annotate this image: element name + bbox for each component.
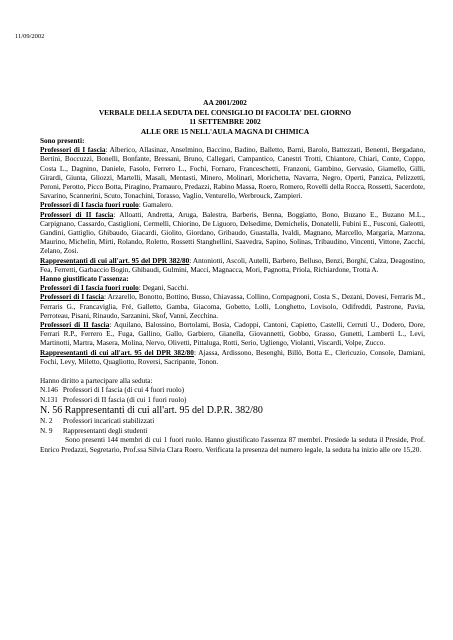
group-label: Rappresentanti di cui all'art. 95 del DPR 382/80	[40, 256, 190, 265]
document-date: 11/09/2002	[15, 33, 45, 40]
stat-number: N. 56	[40, 405, 63, 417]
stat-row	[40, 405, 425, 417]
justified-group: Professori di I fascia fuori ruolo: Degani, Sacchi.	[40, 284, 189, 293]
stat-row	[40, 427, 425, 436]
group-names: Alloatti, Andretta, Aruga, Balestra, Barberis, Benna, Boggiatto, Bono, Buzano E., Buzano M.L., Carpignano, Cassardo, Castiglioni, Cermelli, Chiorino, De Liguoro, Delsedime, Demichelis, Donatelli, Fubini E., Fusconi, Galeotti, Gandini, Gattiglio, Ghibaudo, Giacardi, Giolito, Giordano, Gribaudo, Guastalla, Ivaldi, Magnano, Marcello, Margaria, Marzona, Maurino, Michelin, Mirti, Rolando, Roletto, Rossetti Stanghellini, Saavedra, Sapino, Solinas, Tribaudino, Vincenti, Vittone, Zacchi, Zelano, Zosi.	[40, 210, 425, 256]
present-group: Professori di II fascia: Alloatti, Andretta, Aruga, Balestra, Barberis, Benna, Boggiatto, Bono, Buzano E., Buzano M.L., Carpignano, Cassardo, Castiglioni, Cermelli, Chiorino, De Liguoro, Delsedime, Demichelis, Donatelli, Fubini E., Fusconi, Galeotti, Gandini, Gattiglio, Ghibaudo, Giacardi, Giolito, Giordano, Gribaudo, Guastalla, Ivaldi, Magnano, Marcello, Margaria, Marzona, Maurino, Michelin, Mirti, Rolando, Roletto, Rossetti Stanghellini, Saavedra, Sapino, Solinas, Tribaudino, Vincenti, Vittone, Zacchi, Zelano, Zosi.	[40, 210, 425, 256]
group-label: Professori di I fascia fuori ruolo	[40, 284, 139, 293]
group-names: Antoniotti, Ascoli, Autelli, Barbero, Belluso, Benzi, Borghi, Calza, Deagostino, Fea, Ferretti, Garbaccio Bogin, Ghibaudi, Gulmini, Macci, Magnacca, Mori, Pagnotta, Priola, Richiardone, Trotta A.	[40, 256, 425, 274]
document-body	[40, 137, 425, 455]
meeting-date: 11 SETTEMBRE 2002	[189, 117, 261, 126]
group-label: Professori di II fascia	[40, 210, 114, 219]
stat-row	[40, 386, 425, 395]
stat-number: N. 9	[40, 426, 53, 435]
group-label: Professori di II fascia	[40, 321, 110, 330]
present-group: Professori di I fascia: Alberico, Allasinaz, Anselmino, Baccino, Badino, Balletto, Barni, Barolo, Battezzati, Benenti, Bergadano, Bertini, Boccuzzi, Bonelli, Bonfante, Bressani, Bruno, Callegari, Campantico, Canestri Trotti, Chiantore, Chiari, Conte, Coppo, Costa L., Dagnino, Daniele, Fasolo, Ferrero L., Fochi, Fornaro, Franceschetti, Franzoni, Gambino, Gervasio, Giamello, Gilli, Girardi, Giunta, Gliozzi, Martelli, Masali, Mentasti, Minero, Molinari, Morichetta, Navarra, Negro, Operti, Panzica, Pelizzetti, Peroni, Perotto, Picco Botta, Piragino, Pramauro, Predazzi, Rabino Massa, Roero, Romero, Rovelli della Rocca, Rossetti, Sacerdote, Savarino, Scannerini, Scuto, Tonachini, Torasso, Vaglio, Venturello, Werbrouck, Zampieri.	[40, 146, 426, 201]
stat-row	[40, 417, 425, 426]
closing-paragraph: Sono presenti 144 membri di cui 1 fuori ruolo. Hanno giustificato l'assenza 87 membri. Presiede la seduta il Preside, Prof. Enrico Predazzi, Segretario, Prof.ssa Silvia Clara Roero. Verificata la presenza del numero legale, la seduta ha inizio alle ore 15,20.	[40, 435, 425, 454]
present-group: Professori di I fascia fuori ruolo: Gamalero.	[40, 201, 173, 210]
meeting-place: ALLE ORE 15 NELL'AULA MAGNA DI CHIMICA	[140, 126, 310, 136]
group-names: Degani, Sacchi.	[142, 284, 189, 293]
justified-group: Professori di II fascia: Aquilano, Balossino, Bortolami, Bosia, Cadoppi, Cantoni, Capietto, Castelli, Cerruti U., Dodero, Dore, Ferrari R.P., Ferrero E., Fuga, Gallino, Gallo, Garbiero, Gianella, Giovannetti, Gobbo, Grasso, Gunetti, Lamberti L., Levi, Martinotti, Martra, Masera, Molina, Nervo, Olivetti, Pittaluga, Rotti, Serio, Ugliengo, Violanti, Viscardi, Volpe, Zucco.	[40, 321, 425, 348]
stat-row	[40, 396, 425, 405]
group-label: Professori di I fascia	[40, 146, 106, 155]
stat-number: N.146	[40, 386, 58, 395]
stat-text: Rappresentanti degli studenti	[62, 426, 148, 435]
group-names: Gamalero.	[142, 201, 173, 210]
group-label: Professori di I fascia	[40, 293, 104, 302]
justified-group: Professori di I fascia: Arzarello, Bonotto, Bottino, Busso, Chiavassa, Collino, Compagnoni, Costa S., Dezani, Dovesi, Ferraris M., Ferraris G., Francaviglia, Fré, Galletto, Gamba, Giacoma, Gobetto, Lolli, Longhetto, Lovisolo, Odifreddi, Pastrone, Pavia, Perroteau, Pisani, Rinaudo, Sarzanini, Skof, Vanni, Zecchina.	[40, 293, 426, 320]
present-group: Rappresentanti di cui all'art. 95 del DPR 382/80: Antoniotti, Ascoli, Autelli, Barbero, Belluso, Benzi, Borghi, Calza, Deagostino, Fea, Ferretti, Garbaccio Bogin, Ghibaudi, Gulmini, Macci, Magnacca, Mori, Pagnotta, Priola, Richiardone, Trotta A.	[40, 256, 425, 274]
stat-number: N. 2	[40, 417, 53, 426]
group-names: Arzarello, Bonotto, Bottino, Busso, Chiavassa, Collino, Compagnoni, Costa S., Dezani, Dovesi, Ferraris M., Ferraris G., Francaviglia, Fré, Galletto, Gamba, Giacoma, Gobetto, Lolli, Longhetto, Lovisolo, Odifreddi, Pastrone, Pavia, Perroteau, Pisani, Rinaudo, Sarzanini, Skof, Vanni, Zecchina.	[40, 293, 426, 320]
stat-text: Professori di II fascia (di cui 1 fuori ruolo)	[62, 395, 187, 404]
academic-year: AA 2001/2002	[203, 98, 247, 107]
summary-intro: Hanno diritto a partecipare alla seduta:	[40, 377, 153, 386]
group-label: Rappresentanti di cui all'art. 95 del DPR 382/80	[40, 348, 194, 357]
group-names: Alberico, Allasinaz, Anselmino, Baccino, Badino, Balletto, Barni, Barolo, Battezzati, Benenti, Bergadano, Bertini, Boccuzzi, Bonelli, Bonfante, Bressani, Bruno, Callegari, Campantico, Canestri Trotti, Chiantore, Chiari, Conte, Coppo, Costa L., Dagnino, Daniele, Fasolo, Ferrero L., Fochi, Fornaro, Franceschetti, Franzoni, Gambino, Gervasio, Giamello, Gilli, Girardi, Giunta, Gliozzi, Martelli, Masali, Mentasti, Minero, Molinari, Morichetta, Navarra, Negro, Operti, Panzica, Pelizzetti, Peroni, Perotto, Picco Botta, Piragino, Pramauro, Predazzi, Rabino Massa, Roero, Romero, Rovelli della Rocca, Rossetti, Sacerdote, Savarino, Scannerini, Scuto, Tonachini, Torasso, Vaglio, Venturello, Werbrouck, Zampieri.	[40, 146, 426, 201]
document-header	[55, 98, 395, 136]
stat-text: Professori incaricati stabilizzati	[62, 417, 155, 426]
stat-text: Rappresentanti di cui all'art. 95 del D.P.R. 382/80	[64, 405, 263, 417]
justified-group: Rappresentanti di cui all'art. 95 del DPR 382/80: Ajassa, Ardissono, Besenghi, Billò, Botta E., Clericuzio, Console, Damiani, Fochi, Levy, Miletto, Quagliotto, Roversi, Sacripante, Tonon.	[40, 348, 425, 366]
minutes-title: VERBALE DELLA SEDUTA DEL CONSIGLIO DI FACOLTA' DEL GIORNO	[98, 107, 352, 117]
group-label: Professori di I fascia fuori ruolo	[40, 201, 139, 210]
group-names: Aquilano, Balossino, Bortolami, Bosia, Cadoppi, Cantoni, Capietto, Castelli, Cerruti U., Dodero, Dore, Ferrari R.P., Ferrero E., Fuga, Gallino, Gallo, Garbiero, Gianella, Giovannetti, Gobbo, Grasso, Gunetti, Lamberti L., Levi, Martinotti, Martra, Masera, Molina, Nervo, Olivetti, Pittaluga, Rotti, Serio, Ugliengo, Violanti, Viscardi, Volpe, Zucco.	[40, 321, 425, 348]
justified-heading: Hanno giustificato l'assenza:	[40, 275, 129, 284]
group-names: Ajassa, Ardissono, Besenghi, Billò, Botta E., Clericuzio, Console, Damiani, Fochi, Levy, Miletto, Quagliotto, Roversi, Sacripante, Tonon.	[40, 348, 425, 366]
present-heading: Sono presenti:	[40, 137, 85, 145]
stat-number: N.131	[40, 395, 58, 404]
stat-text: Professori di I fascia (di cui 4 fuori ruolo)	[62, 386, 185, 395]
spacer	[40, 367, 425, 377]
